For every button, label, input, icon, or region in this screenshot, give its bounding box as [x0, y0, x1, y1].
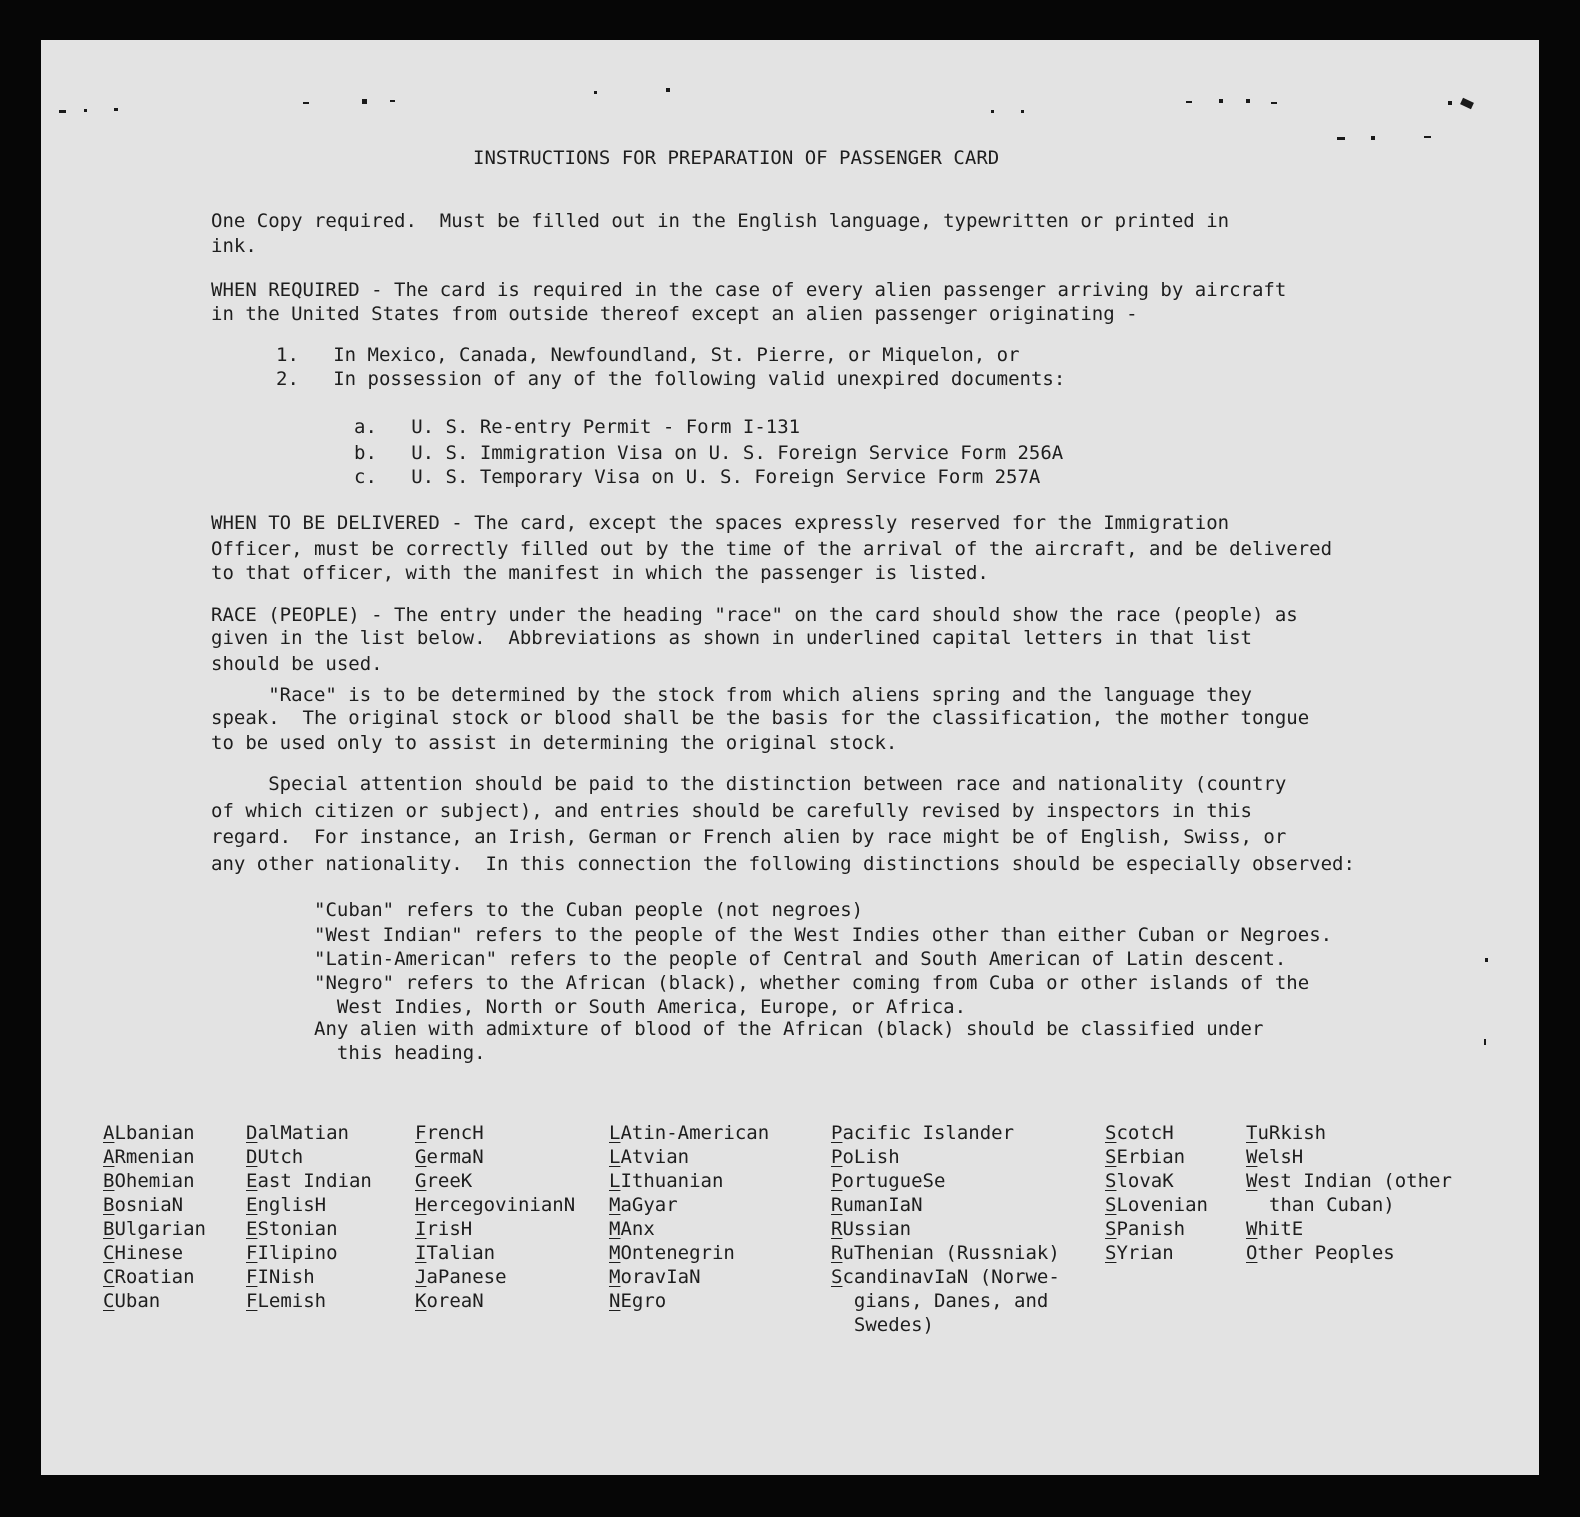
when-required-line: in the United States from outside thereof except an alien passenger originating - — [211, 303, 1138, 325]
scan-speck — [594, 91, 597, 94]
race-list-column — [103, 1121, 206, 1313]
when-delivered-line: Officer, must be correctly filled out by the time of the arrival of the aircraft, and be delivered — [211, 538, 1333, 560]
scan-speck — [1219, 99, 1223, 103]
race-list-item: DUtch — [246, 1146, 304, 1168]
race-list-item: GermaN — [415, 1146, 484, 1168]
race-list-item: TuRkish — [1246, 1122, 1327, 1144]
scan-speck — [1186, 101, 1192, 103]
race-people-line: speak. The original stock or blood shall be the basis for the classification, the mother tongue — [211, 707, 1310, 729]
scan-speck — [1337, 137, 1345, 140]
race-list-item: Swedes) — [831, 1314, 934, 1336]
special-line: regard. For instance, an Irish, German or French alien by race might be of English, Swiss, or — [211, 826, 1287, 848]
race-list-item: PortugueSe — [831, 1170, 946, 1192]
scan-speck — [1271, 102, 1277, 104]
race-people-line: RACE (PEOPLE) - The entry under the heading "race" on the card should show the race (people) as — [211, 604, 1298, 626]
race-list-item: IrisH — [415, 1218, 473, 1240]
document-title: INSTRUCTIONS FOR PREPARATION OF PASSENGER CARD — [473, 147, 1000, 169]
race-list-column — [831, 1121, 1060, 1337]
race-list-item: GreeK — [415, 1170, 473, 1192]
race-list-item: BosniaN — [103, 1194, 184, 1216]
scan-speck — [84, 109, 87, 112]
race-list-item: FINish — [246, 1266, 315, 1288]
document-page — [41, 40, 1539, 1475]
distinction-line: this heading. — [314, 1042, 486, 1064]
scan-speck — [1460, 98, 1474, 109]
intro-line: One Copy required. Must be filled out in the English language, typewritten or printed in — [211, 210, 1230, 232]
race-people-line: given in the list below. Abbreviations as shown in underlined capital letters in that list — [211, 627, 1252, 649]
race-list-item: SlovaK — [1105, 1170, 1174, 1192]
race-list-item: ScotcH — [1105, 1122, 1174, 1144]
race-people-line: to be used only to assist in determining the original stock. — [211, 732, 898, 754]
race-list-column — [1246, 1121, 1452, 1265]
race-list-column — [609, 1121, 769, 1313]
race-list-item: gians, Danes, and — [831, 1290, 1049, 1312]
race-list-item: East Indian — [246, 1170, 372, 1192]
scan-speck — [1448, 101, 1452, 105]
race-list-column — [246, 1121, 372, 1313]
race-list-item: ITalian — [415, 1242, 496, 1264]
race-list-item: ScandinavIaN (Norwe- — [831, 1266, 1060, 1288]
race-list-item: SPanish — [1105, 1218, 1186, 1240]
race-list-item: SErbian — [1105, 1146, 1186, 1168]
race-list-item: than Cuban) — [1246, 1194, 1395, 1216]
distinction-line: "Latin-American" refers to the people of Central and South American of Latin descent. — [314, 948, 1287, 970]
scan-speck — [362, 99, 367, 104]
when-required-item: 1. In Mexico, Canada, Newfoundland, St. Pierre, or Miquelon, or — [276, 344, 1020, 366]
race-list-item: HercegovinianN — [415, 1194, 576, 1216]
special-line: any other nationality. In this connection the following distinctions should be especially observed: — [211, 853, 1355, 875]
race-list-item: JaPanese — [415, 1266, 507, 1288]
race-list-item: BUlgarian — [103, 1218, 206, 1240]
when-delivered-line: to that officer, with the manifest in which the passenger is listed. — [211, 562, 989, 584]
document-item: c. U. S. Temporary Visa on U. S. Foreign Service Form 257A — [354, 466, 1041, 488]
scan-speck — [390, 100, 395, 102]
race-list-item: Pacific Islander — [831, 1122, 1015, 1144]
race-list-item: NEgro — [609, 1290, 667, 1312]
race-list-item: ARmenian — [103, 1146, 195, 1168]
scan-speck — [114, 108, 118, 111]
race-list-item: KoreaN — [415, 1290, 484, 1312]
race-list-item: WelsH — [1246, 1146, 1304, 1168]
distinction-line: "Negro" refers to the African (black), whether coming from Cuba or other islands of the — [314, 972, 1310, 994]
race-list-item: Other Peoples — [1246, 1242, 1395, 1264]
race-list-item: MoravIaN — [609, 1266, 701, 1288]
race-list-item: RUssian — [831, 1218, 912, 1240]
scan-speck — [1246, 99, 1250, 103]
race-list-item: PoLish — [831, 1146, 900, 1168]
race-list-item: FrencH — [415, 1122, 484, 1144]
scan-speck — [666, 88, 670, 92]
race-list-item: RumanIaN — [831, 1194, 923, 1216]
distinction-line: "West Indian" refers to the people of the West Indies other than either Cuban or Negroes. — [314, 924, 1333, 946]
race-list-item: LAtvian — [609, 1146, 690, 1168]
race-list-column — [1105, 1121, 1208, 1265]
when-delivered-line: WHEN TO BE DELIVERED - The card, except the spaces expressly reserved for the Immigration — [211, 512, 1230, 534]
race-list-item: ALbanian — [103, 1122, 195, 1144]
race-people-line: "Race" is to be determined by the stock from which aliens spring and the language they — [211, 684, 1252, 706]
scan-speck — [59, 110, 66, 113]
scan-speck — [1371, 136, 1375, 140]
scan-speck — [1021, 110, 1024, 113]
intro-line: ink. — [211, 235, 257, 257]
race-list-item: SLovenian — [1105, 1194, 1208, 1216]
scan-speck — [303, 102, 309, 104]
race-list-item: CHinese — [103, 1242, 184, 1264]
race-list-item: BOhemian — [103, 1170, 195, 1192]
special-line: Special attention should be paid to the distinction between race and nationality (country — [211, 773, 1287, 795]
race-list-item: FLemish — [246, 1290, 327, 1312]
scan-speck — [1485, 958, 1488, 962]
race-list-item: MAnx — [609, 1218, 655, 1240]
race-list-item: DalMatian — [246, 1122, 349, 1144]
race-list-item: FIlipino — [246, 1242, 338, 1264]
race-list-item: West Indian (other — [1246, 1170, 1452, 1192]
document-item: b. U. S. Immigration Visa on U. S. Foreign Service Form 256A — [354, 442, 1064, 464]
race-list-item: EnglisH — [246, 1194, 327, 1216]
race-list-item: LIthuanian — [609, 1170, 724, 1192]
race-list-item: CUban — [103, 1290, 161, 1312]
race-list-item: LAtin-American — [609, 1122, 770, 1144]
race-people-line: should be used. — [211, 653, 383, 675]
scan-speck — [1424, 136, 1431, 138]
race-list-column — [415, 1121, 575, 1313]
scan-speck — [991, 110, 994, 113]
distinction-line: "Cuban" refers to the Cuban people (not negroes) — [314, 899, 864, 921]
scan-speck — [1484, 1039, 1486, 1045]
when-required-item: 2. In possession of any of the following valid unexpired documents: — [276, 368, 1066, 390]
document-item: a. U. S. Re-entry Permit - Form I-131 — [354, 416, 801, 438]
special-line: of which citizen or subject), and entries should be carefully revised by inspectors in this — [211, 800, 1252, 822]
race-list-item: MOntenegrin — [609, 1242, 735, 1264]
distinction-line: Any alien with admixture of blood of the African (black) should be classified under — [314, 1018, 1264, 1040]
distinction-line: West Indies, North or South America, Europe, or Africa. — [314, 996, 967, 1018]
race-list-item: RuThenian (Russniak) — [831, 1242, 1060, 1264]
when-required-line: WHEN REQUIRED - The card is required in the case of every alien passenger arriving by aircraft — [211, 279, 1287, 301]
race-list-item: CRoatian — [103, 1266, 195, 1288]
race-list-item: SYrian — [1105, 1242, 1174, 1264]
race-list-item: WhitE — [1246, 1218, 1304, 1240]
race-list-item: MaGyar — [609, 1194, 678, 1216]
race-list-item: EStonian — [246, 1218, 338, 1240]
